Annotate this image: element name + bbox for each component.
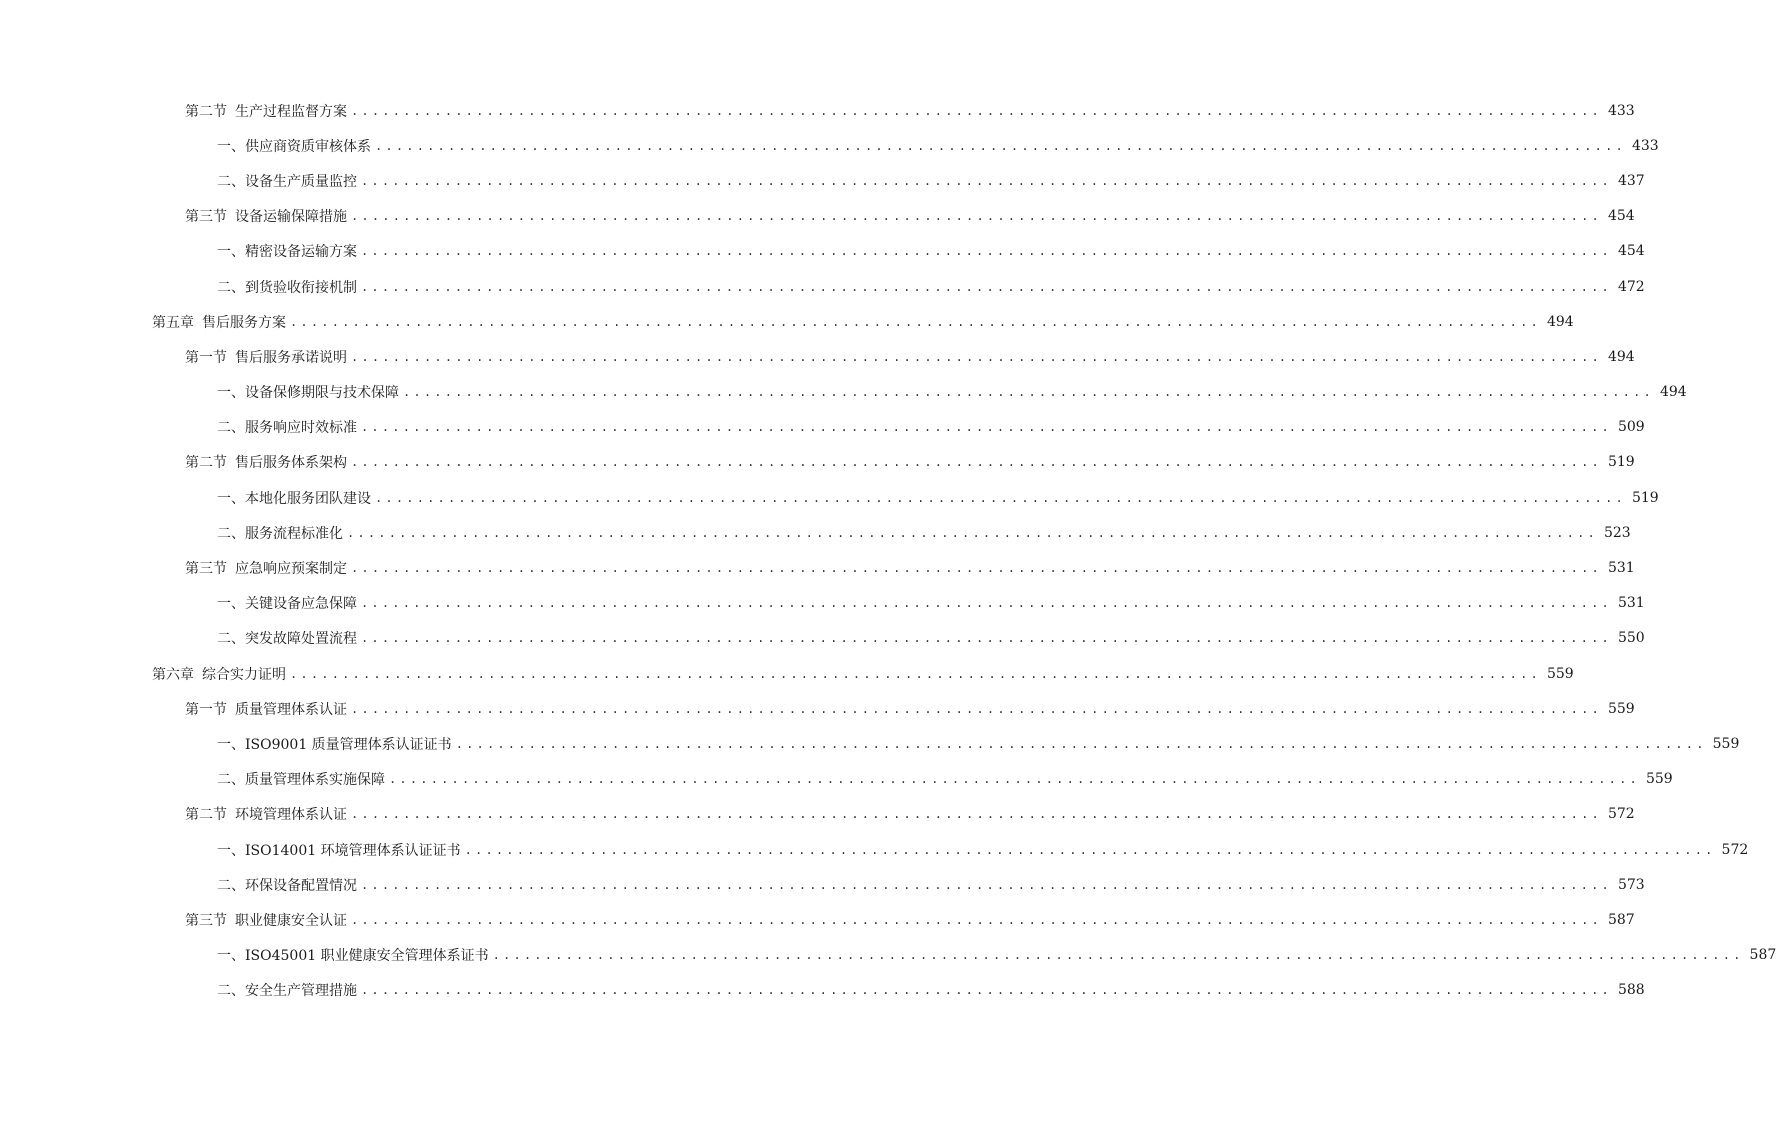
- toc-entry-title: 本地化服务团队建设: [245, 490, 371, 507]
- dot-leader: ........................................................................................................................: [290, 666, 1541, 681]
- toc-entry-number: 第一节: [185, 349, 227, 366]
- toc-entry-title: ISO45001 职业健康安全管理体系证书: [245, 948, 489, 965]
- dot-leader: ........................................................................................................................: [361, 877, 1612, 892]
- dot-leader: ........................................................................................................................: [351, 561, 1602, 576]
- toc-entry-title: 关键设备应急保障: [245, 596, 357, 613]
- toc-entry-number: 一、: [217, 385, 245, 402]
- toc-entry[interactable]: [0, 515, 1631, 550]
- toc-entry[interactable]: [0, 586, 1645, 621]
- toc-entry-title: 设备运输保障措施: [235, 209, 347, 226]
- dot-leader: ........................................................................................................................: [361, 173, 1612, 188]
- toc-entry-title: ISO14001 环境管理体系认证证书: [245, 842, 461, 859]
- toc-entry-title: 生产过程监督方案: [235, 103, 347, 120]
- toc-entry[interactable]: [0, 304, 1574, 339]
- toc-entry-title: 服务响应时效标准: [245, 420, 357, 437]
- toc-entry-number: 二、: [217, 279, 245, 296]
- dot-leader: ........................................................................................................................: [375, 490, 1626, 505]
- toc-entry[interactable]: [0, 621, 1645, 656]
- toc-entry[interactable]: [0, 269, 1645, 304]
- toc-entry[interactable]: [0, 973, 1645, 1008]
- toc-entry-title: 设备保修期限与技术保障: [245, 385, 399, 402]
- toc-entry[interactable]: [0, 339, 1635, 374]
- toc-entry-page-number: 454: [1607, 208, 1635, 225]
- dot-leader: ........................................................................................................................: [351, 103, 1602, 118]
- toc-entry-number: 二、: [217, 772, 245, 789]
- toc-entry-title: 质量管理体系实施保障: [245, 772, 385, 789]
- dot-leader: ........................................................................................................................: [361, 596, 1612, 611]
- toc-entry-page-number: 587: [1749, 947, 1776, 964]
- toc-entry-number: 二、: [217, 173, 245, 190]
- toc-entry-number: 一、: [217, 842, 245, 859]
- toc-entry[interactable]: [0, 867, 1645, 902]
- toc-entry[interactable]: [0, 410, 1645, 445]
- toc-entry[interactable]: [0, 550, 1635, 585]
- toc-entry-page-number: 559: [1546, 665, 1574, 682]
- toc-entry-page-number: 494: [1546, 313, 1574, 330]
- toc-entry-page-number: 523: [1603, 524, 1631, 541]
- toc-entry-page-number: 572: [1607, 806, 1635, 823]
- toc-entry-title: 供应商资质审核体系: [245, 138, 371, 155]
- toc-entry-number: 一、: [217, 244, 245, 261]
- toc-entry[interactable]: [0, 726, 1740, 761]
- toc-entry-page-number: 437: [1617, 172, 1645, 189]
- toc-entry[interactable]: [0, 93, 1635, 128]
- dot-leader: ........................................................................................................................: [361, 244, 1612, 259]
- toc-entry-title: 服务流程标准化: [245, 525, 343, 542]
- toc-entry[interactable]: [0, 234, 1645, 269]
- toc-entry[interactable]: [0, 163, 1645, 198]
- toc-entry[interactable]: [0, 691, 1635, 726]
- toc-entry-page-number: 472: [1617, 278, 1645, 295]
- toc-entry[interactable]: [0, 762, 1673, 797]
- toc-entry-number: 一、: [217, 490, 245, 507]
- toc-entry-page-number: 454: [1617, 243, 1645, 260]
- toc-entry[interactable]: [0, 199, 1635, 234]
- toc-entry-number: 第三节: [185, 209, 227, 226]
- toc-entry-title: 应急响应预案制定: [235, 561, 347, 578]
- dot-leader: ........................................................................................................................: [351, 807, 1602, 822]
- dot-leader: ........................................................................................................................: [455, 736, 1707, 751]
- toc-entry-title: 综合实力证明: [202, 666, 286, 683]
- toc-entry-title: 售后服务承诺说明: [235, 349, 347, 366]
- toc-entry-page-number: 531: [1617, 595, 1645, 612]
- toc-entry-title: 到货验收衔接机制: [245, 279, 357, 296]
- dot-leader: ........................................................................................................................: [290, 314, 1541, 329]
- toc-entry-page-number: 519: [1607, 454, 1635, 471]
- toc-entry-number: 二、: [217, 631, 245, 648]
- dot-leader: ........................................................................................................................: [375, 138, 1626, 153]
- toc-entry-title: 售后服务方案: [202, 314, 286, 331]
- dot-leader: ........................................................................................................................: [361, 279, 1612, 294]
- dot-leader: ........................................................................................................................: [492, 948, 1744, 963]
- toc-entry-page-number: 519: [1631, 489, 1659, 506]
- toc-entry[interactable]: [0, 656, 1574, 691]
- toc-entry-number: 第二节: [185, 103, 227, 120]
- toc-entry-page-number: 494: [1607, 348, 1635, 365]
- toc-entry[interactable]: [0, 445, 1635, 480]
- dot-leader: ........................................................................................................................: [347, 525, 1598, 540]
- toc-entry-number: 二、: [217, 983, 245, 1000]
- toc-entry-page-number: 494: [1659, 384, 1687, 401]
- toc-entry-page-number: 573: [1617, 876, 1645, 893]
- toc-entry[interactable]: [0, 128, 1659, 163]
- toc-entry[interactable]: [0, 480, 1659, 515]
- dot-leader: ........................................................................................................................: [361, 631, 1612, 646]
- toc-entry-page-number: 433: [1607, 102, 1635, 119]
- toc-entry-number: 一、: [217, 596, 245, 613]
- toc-entry[interactable]: [0, 797, 1635, 832]
- toc-entry-number: 二、: [217, 877, 245, 894]
- toc-entry-number: 第五章: [152, 314, 194, 331]
- toc-entry-title: 突发故障处置流程: [245, 631, 357, 648]
- toc-entry-number: 第二节: [185, 455, 227, 472]
- toc-entry-title: 质量管理体系认证: [235, 701, 347, 718]
- toc-entry-number: 二、: [217, 420, 245, 437]
- toc-entry-page-number: 559: [1712, 735, 1740, 752]
- toc-entry-page-number: 587: [1607, 911, 1635, 928]
- toc-entry[interactable]: [0, 938, 1776, 973]
- toc-entry[interactable]: [0, 902, 1635, 937]
- toc-entry-title: 安全生产管理措施: [245, 983, 357, 1000]
- toc-entry-page-number: 559: [1645, 771, 1673, 788]
- dot-leader: ........................................................................................................................: [351, 209, 1602, 224]
- toc-entry-title: 精密设备运输方案: [245, 244, 357, 261]
- toc-entry-number: 第一节: [185, 701, 227, 718]
- dot-leader: ........................................................................................................................: [351, 455, 1602, 470]
- toc-entry-title: 职业健康安全认证: [235, 912, 347, 929]
- toc-entry-page-number: 572: [1721, 841, 1749, 858]
- toc-entry-title: 设备生产质量监控: [245, 173, 357, 190]
- toc-entry-number: 第三节: [185, 912, 227, 929]
- toc-entry-title: 环境管理体系认证: [235, 807, 347, 824]
- toc-entry-number: 第六章: [152, 666, 194, 683]
- dot-leader: ........................................................................................................................: [389, 772, 1640, 787]
- toc-entry-page-number: 559: [1607, 700, 1635, 717]
- toc-entry[interactable]: [0, 832, 1749, 867]
- dot-leader: ........................................................................................................................: [351, 912, 1602, 927]
- toc-entry-page-number: 588: [1617, 982, 1645, 999]
- toc-entry-title: ISO9001 质量管理体系认证证书: [245, 736, 452, 753]
- toc-entry-number: 二、: [217, 525, 245, 542]
- toc-entry[interactable]: [0, 375, 1687, 410]
- toc-entry-page-number: 550: [1617, 630, 1645, 647]
- toc-entry-page-number: 531: [1607, 560, 1635, 577]
- toc-entry-number: 一、: [217, 138, 245, 155]
- dot-leader: ........................................................................................................................: [403, 385, 1654, 400]
- dot-leader: ........................................................................................................................: [464, 842, 1716, 857]
- toc-entry-title: 售后服务体系架构: [235, 455, 347, 472]
- toc-entry-page-number: 433: [1631, 137, 1659, 154]
- toc-entry-page-number: 509: [1617, 419, 1645, 436]
- toc-entry-title: 环保设备配置情况: [245, 877, 357, 894]
- dot-leader: ........................................................................................................................: [351, 349, 1602, 364]
- table-of-contents: [0, 93, 1776, 1008]
- dot-leader: ........................................................................................................................: [361, 983, 1612, 998]
- toc-entry-number: 第三节: [185, 561, 227, 578]
- toc-entry-number: 第二节: [185, 807, 227, 824]
- dot-leader: ........................................................................................................................: [351, 701, 1602, 716]
- toc-entry-number: 一、: [217, 736, 245, 753]
- dot-leader: ........................................................................................................................: [361, 420, 1612, 435]
- toc-entry-number: 一、: [217, 948, 245, 965]
